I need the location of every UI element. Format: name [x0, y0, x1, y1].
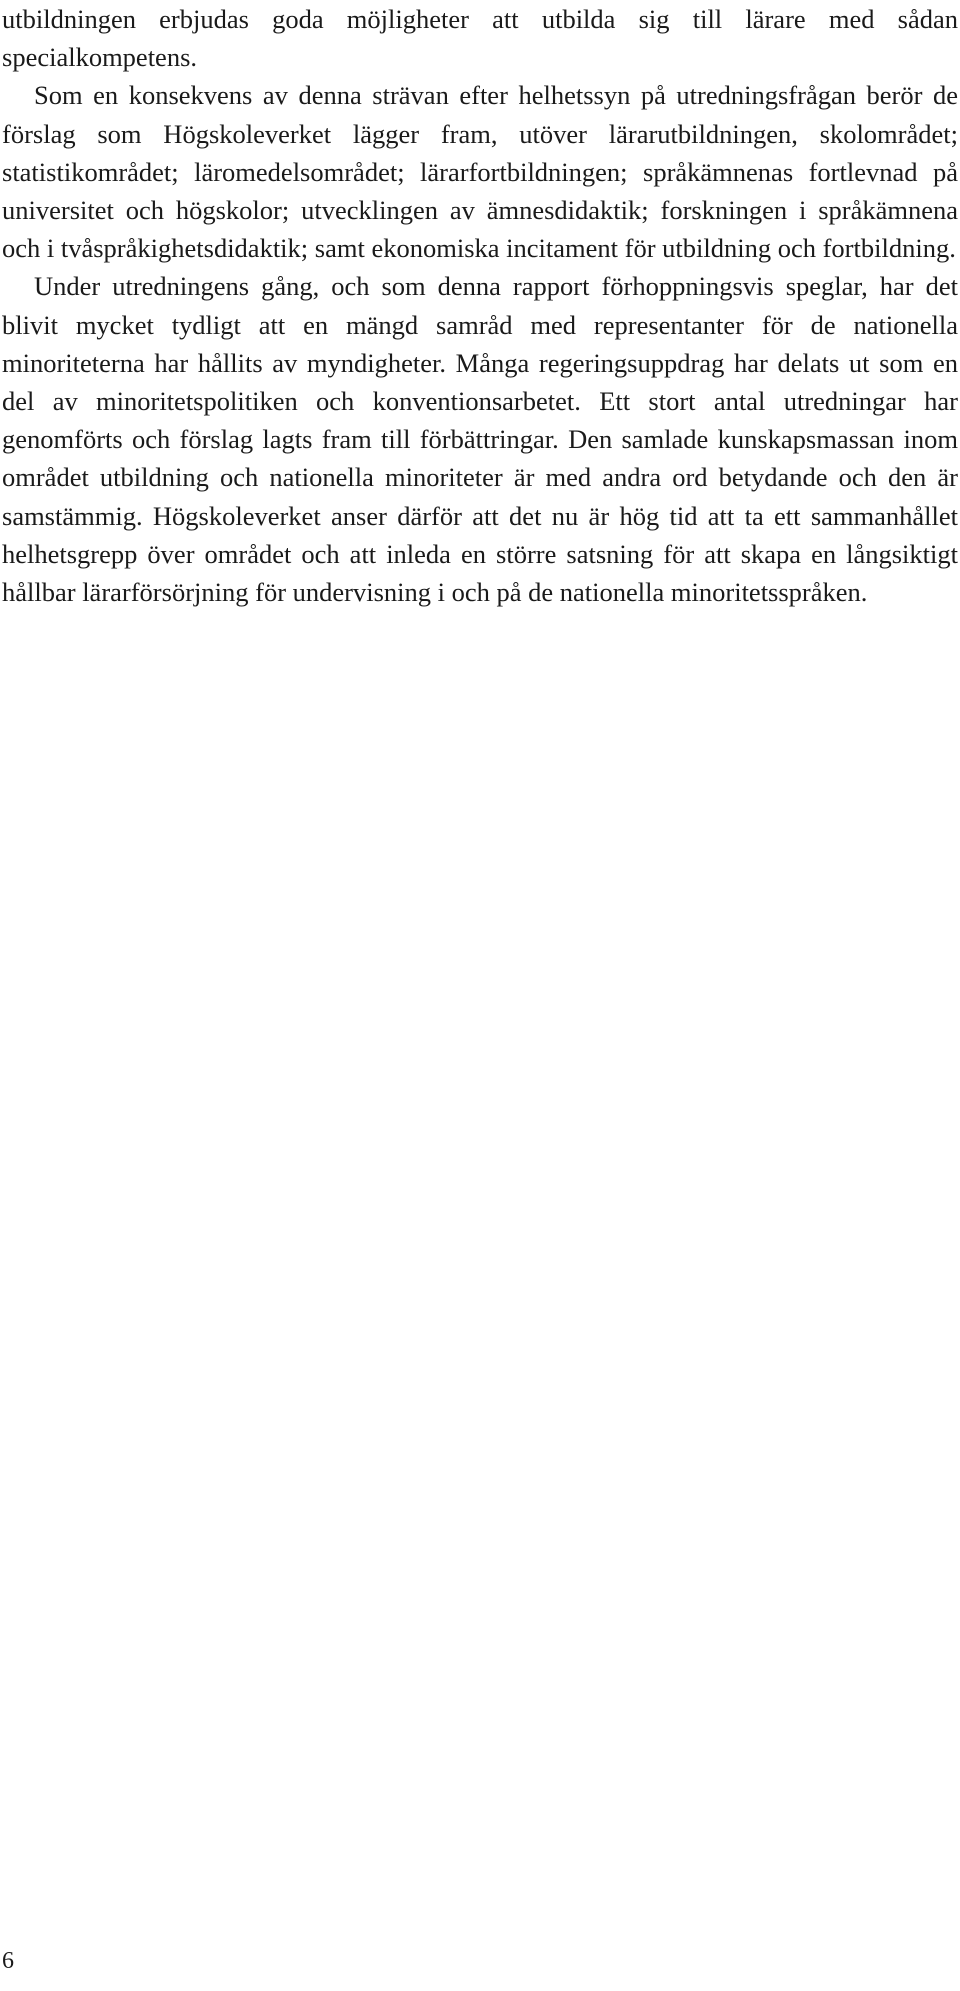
body-text [2, 0, 958, 611]
page-number: 6 [2, 1948, 14, 1974]
paragraph-continuation: utbildningen erbjudas goda möjligheter att utbilda sig till lärare med sådan specialkompetens. [2, 4, 958, 73]
paragraph-helhetssyn: Som en konsekvens av denna strävan efter helhetssyn på utredningsfrågan berör de förslag som Högskoleverket lägger fram, utöver lärarutbildningen, skolområdet; statistikområdet; läromedelsområdet; lärarfortbildningen; språkämnenas fortlevnad på universitet och högskolor; utvecklingen av ämnesdidaktik; forskningen i språkämnena och i tvåspråkighetsdidaktik; samt ekonomiska incitament för utbildning och fortbildning. [2, 80, 958, 264]
paragraph-utredningens-gang: Under utredningens gång, och som denna rapport förhoppningsvis speglar, har det blivit mycket tydligt att en mängd samråd med representanter för de nationella minoriteterna har hållits av myndigheter. Många regeringsuppdrag har delats ut som en del av minoritetspolitiken och konventionsarbetet. Ett stort antal utredningar har genomförts och förslag lagts fram till förbättringar. Den samlade kunskapsmassan inom området utbildning och nationella minoriteter är med andra ord betydande och den är samstämmig. Högskoleverket anser därför att det nu är hög tid att ta ett sammanhållet helhetsgrepp över området och att inleda en större satsning för att skapa en långsiktigt hållbar lärarförsörjning för undervisning i och på de nationella minoritetsspråken. [2, 271, 958, 608]
